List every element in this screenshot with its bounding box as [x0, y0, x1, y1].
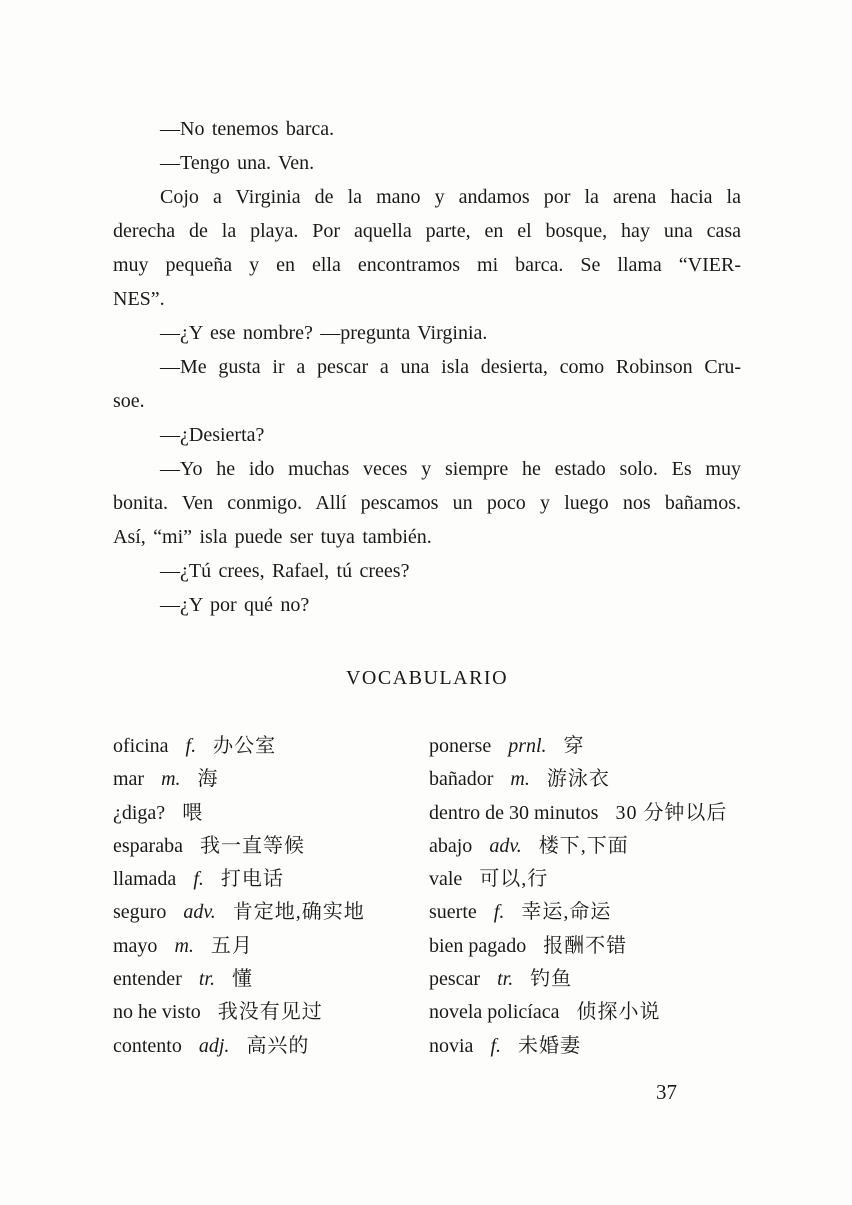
vocab-translation: 我一直等候: [199, 834, 305, 857]
vocab-pos: adj.: [198, 1034, 230, 1057]
vocab-term: suerte: [429, 901, 477, 924]
vocab-term: ponerse: [429, 735, 492, 757]
vocab-pos: m.: [161, 768, 181, 791]
paragraph-line: soe.: [113, 390, 145, 412]
vocab-entry: [429, 797, 745, 830]
vocab-translation: 楼下,下面: [538, 834, 629, 857]
vocab-entry: [113, 797, 429, 830]
dialogue-line: —¿Y por qué no?: [160, 594, 310, 616]
vocab-translation: 幸运,命运: [521, 901, 612, 924]
vocab-translation: 懂: [231, 968, 253, 991]
vocab-pos: f.: [193, 868, 204, 891]
vocab-translation: 办公室: [213, 735, 277, 757]
vocab-term: esparaba: [113, 834, 183, 857]
vocab-column-right: [429, 730, 745, 1063]
vocab-translation: 我没有见过: [217, 1001, 323, 1024]
vocab-pos: adv.: [489, 834, 522, 857]
vocab-term: novela policíaca: [429, 1001, 560, 1024]
vocab-term: entender: [113, 968, 182, 991]
vocab-entry: [429, 996, 745, 1029]
vocab-pos: tr.: [497, 968, 514, 991]
vocab-translation: 侦探小说: [576, 1001, 661, 1024]
vocab-translation: 可以,行: [479, 868, 549, 891]
dialogue-line: —Tengo una. Ven.: [160, 152, 315, 174]
vocab-term: dentro de 30 minutos: [429, 801, 599, 824]
vocab-entry: [113, 863, 429, 896]
vocab-translation: 海: [197, 768, 219, 791]
vocab-pos: f.: [493, 901, 505, 924]
vocab-term: llamada: [113, 868, 177, 891]
paragraph-line: NES”.: [113, 288, 165, 310]
vocab-term: contento: [113, 1034, 182, 1057]
vocab-entry: [113, 830, 429, 863]
vocab-translation: 打电话: [220, 868, 284, 891]
vocab-translation: 穿: [563, 735, 585, 757]
vocab-term: mar: [113, 768, 145, 791]
vocab-translation: 钓鱼: [530, 968, 573, 991]
vocab-entry: [429, 830, 745, 863]
vocab-term: bañador: [429, 768, 494, 791]
paragraph-line: derecha de la playa. Por aquella parte, en el bosque, hay una casa: [113, 220, 741, 242]
vocab-translation: 未婚妻: [518, 1034, 581, 1057]
vocab-translation: 游泳衣: [546, 768, 610, 791]
paragraph-line: Cojo a Virginia de la mano y andamos por la arena hacia la: [160, 186, 741, 208]
vocab-pos: tr.: [198, 968, 215, 991]
vocab-term: no he visto: [113, 1001, 201, 1024]
vocab-translation: 报酬不错: [543, 934, 628, 957]
vocab-entry: [113, 930, 429, 963]
vocabulario-section: [113, 730, 745, 1063]
reading-text: [113, 112, 741, 622]
vocab-entry: [429, 730, 745, 763]
vocab-term: bien pagado: [429, 934, 527, 957]
vocab-translation: 30 分钟以后: [615, 801, 728, 824]
dialogue-line: —Me gusta ir a pescar a una isla desierta, como Robinson Cru-: [160, 356, 741, 378]
vocab-translation: 肯定地,确实地: [232, 901, 365, 924]
vocab-entry: [113, 996, 429, 1029]
vocab-term: novia: [429, 1034, 474, 1057]
dialogue-line: —No tenemos barca.: [160, 118, 335, 140]
paragraph-line: Así, “mi” isla puede ser tuya también.: [113, 526, 432, 548]
vocab-term: pescar: [429, 968, 481, 991]
vocab-pos: prnl.: [508, 735, 547, 757]
vocab-entry: [113, 1030, 429, 1063]
vocab-entry: [113, 963, 429, 996]
vocab-pos: m.: [174, 934, 194, 957]
vocab-entry: [429, 1030, 745, 1063]
vocab-pos: f.: [490, 1034, 501, 1057]
dialogue-line: —¿Desierta?: [160, 424, 265, 446]
vocab-translation: 喂: [182, 801, 204, 824]
vocab-term: mayo: [113, 934, 158, 957]
vocab-term: oficina: [113, 735, 169, 757]
dialogue-line: —Yo he ido muchas veces y siempre he estado solo. Es muy: [160, 458, 741, 480]
vocab-term: vale: [429, 868, 463, 891]
vocab-entry: [113, 896, 429, 929]
vocab-entry: [113, 763, 429, 796]
vocab-translation: 高兴的: [246, 1034, 310, 1057]
dialogue-line: —¿Y ese nombre? —pregunta Virginia.: [160, 322, 488, 344]
vocab-entry: [429, 963, 745, 996]
vocab-pos: m.: [510, 768, 530, 791]
vocab-column-left: [113, 730, 429, 1063]
paragraph-line: bonita. Ven conmigo. Allí pescamos un poco y luego nos bañamos.: [113, 492, 741, 514]
vocab-pos: f.: [185, 735, 197, 757]
vocab-pos: adv.: [183, 901, 216, 924]
vocab-term: ¿diga?: [113, 801, 166, 824]
vocab-entry: [429, 896, 745, 929]
vocab-entry: [113, 730, 429, 763]
vocab-term: seguro: [113, 901, 167, 924]
vocab-entry: [429, 763, 745, 796]
vocab-term: abajo: [429, 834, 473, 857]
vocab-translation: 五月: [210, 934, 253, 957]
vocab-entry: [429, 863, 745, 896]
page-number: 37: [656, 1080, 677, 1104]
dialogue-line: —¿Tú crees, Rafael, tú crees?: [160, 560, 410, 582]
vocabulario-heading: VOCABULARIO: [345, 667, 509, 689]
paragraph-line: muy pequeña y en ella encontramos mi barca. Se llama “VIER-: [113, 254, 741, 276]
vocab-entry: [429, 930, 745, 963]
